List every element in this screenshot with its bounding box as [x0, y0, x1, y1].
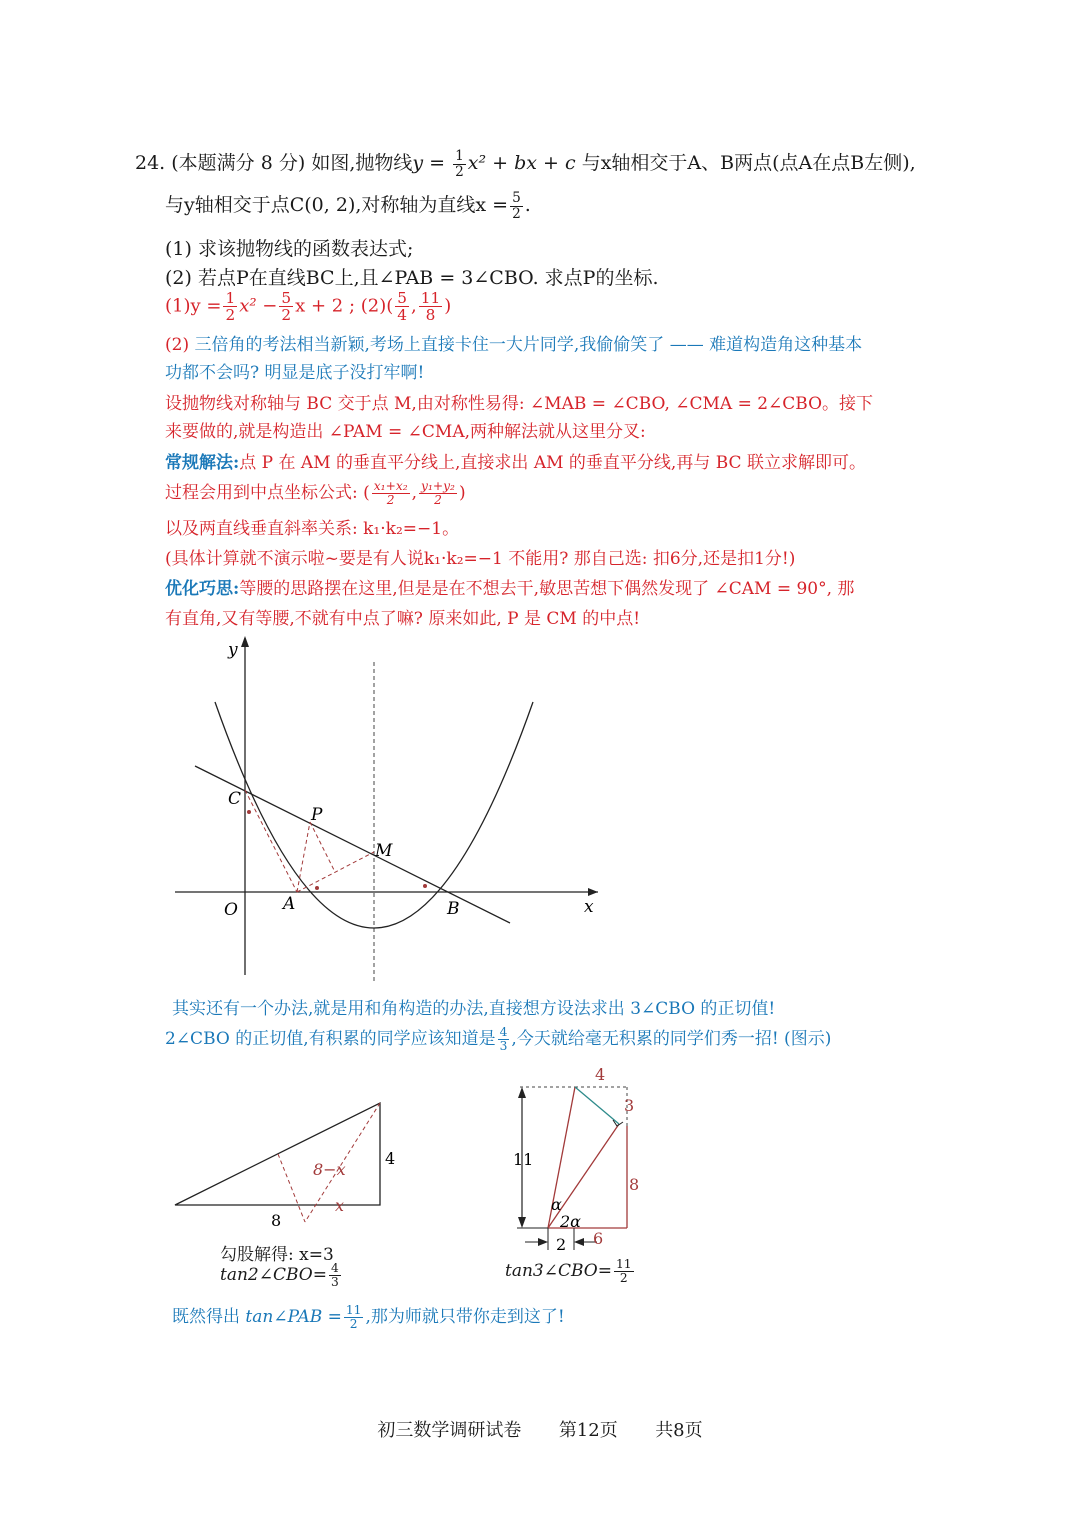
problem-frac: $\frac{1}{2}$ [455, 148, 464, 180]
answer-mid: x² − [239, 295, 278, 317]
problem-stem-a: 如图,抛物线 [311, 152, 413, 174]
problem-eq-eq: = [423, 152, 452, 174]
closing-pre: 既然得出 [172, 1307, 240, 1327]
tri1-label-8mx: 8−x [313, 1160, 346, 1179]
x-axis-arrow-icon [588, 888, 598, 896]
tri1-dashed-perp [278, 1154, 305, 1222]
commentary-1-blue: 三倍角的考法相当新颖,考场上直接卡住一大片同学,我偷偷笑了 —— 难道构造角这种基本 [194, 335, 863, 355]
tri2-label-11: 11 [513, 1150, 534, 1169]
problem-stem-b: 与x轴相交于A、B两点(点A在点B左侧), [581, 152, 916, 174]
commentary-5-label: 常规解法: [165, 453, 240, 473]
tri1-label-8: 8 [271, 1211, 282, 1230]
label-p: P [311, 805, 323, 825]
tri1-caption-2-frac: $\frac{4}{3}$ [330, 1261, 339, 1289]
answer-pre: (1)y = [165, 295, 222, 317]
problem-eq-rest: x² + bx + c [467, 152, 576, 174]
answer-close: ) [444, 295, 452, 317]
commentary-6 [165, 478, 466, 507]
commentary-7: 以及两直线垂直斜率关系: k₁·k₂=−1。 [165, 519, 460, 539]
answer-frac-4: $\frac{11}{8}$ [420, 289, 441, 325]
tri2-label-3: 3 [624, 1096, 635, 1115]
commentary-5 [165, 448, 866, 473]
commentary-6-close: ) [458, 483, 466, 503]
more-2 [165, 1024, 831, 1053]
commentary-5-text: 点 P 在 AM 的垂直平分线上,直接求出 AM 的垂直平分线,再与 BC 联立求解即可。 [239, 453, 866, 473]
footer [0, 1416, 1080, 1442]
y-axis-arrow-icon [241, 636, 249, 647]
tri2-label-2alpha: 2α [560, 1212, 581, 1231]
commentary-10: 有直角,又有等腰,不就有中点了嘛? 原来如此, P 是 CM 的中点! [165, 609, 641, 629]
commentary-2: 功都不会吗? 明显是底子没打牢啊! [165, 363, 425, 383]
label-b: B [447, 899, 460, 919]
more-2-post: ,今天就给毫无积累的同学们秀一招! (图示) [511, 1029, 832, 1049]
tri2-label-2: 2 [556, 1235, 567, 1254]
seg-ap [297, 822, 310, 892]
marker-dot-2 [315, 886, 319, 890]
problem-number: 24. [135, 152, 166, 174]
tri1-caption-2 [220, 1262, 343, 1289]
commentary-1-red: (2) [165, 335, 190, 355]
tri1-caption-1: 勾股解得: x=3 [220, 1245, 334, 1265]
tri2-caption [505, 1258, 636, 1285]
footer-page: 第12页 [558, 1420, 618, 1441]
seg-am [297, 852, 374, 892]
commentary-8: (具体计算就不演示啦~要是有人说k₁·k₂=−1 不能用? 那自己选: 扣6分,还是扣1分!) [165, 549, 796, 569]
commentary-1 [165, 330, 862, 355]
tri1-caption-2-pre: tan2∠CBO= [220, 1264, 327, 1285]
problem-points: (本题满分 8 分) [171, 152, 306, 174]
problem-line-2 [165, 190, 531, 221]
triangle-1-diagram [165, 1090, 405, 1240]
commentary-3: 设抛物线对称轴与 BC 交于点 M,由对称性易得: ∠MAB = ∠CBO, ∠CMA = 2∠CBO。接下 [165, 394, 874, 414]
closing-eq: tan∠PAB = [245, 1307, 342, 1327]
footer-title: 初三数学调研试卷 [377, 1420, 522, 1441]
answer-post: x + 2 ; (2)( [295, 295, 394, 317]
tri2-arrow-6-icon [574, 1238, 584, 1246]
problem-line2-end: . [524, 194, 531, 216]
answer-comma: , [411, 295, 417, 317]
seg-ca [245, 790, 297, 892]
label-x: x [584, 897, 594, 917]
more-2-pre: 2∠CBO 的正切值,有积累的同学应该知道是 [165, 1029, 496, 1049]
problem-sub1: (1) 求该抛物线的函数表达式; [165, 238, 414, 260]
label-y: y [228, 640, 238, 660]
problem-sub2: (2) 若点P在直线BC上,且∠PAB = 3∠CBO. 求点P的坐标. [165, 267, 659, 289]
tri2-arrow-2-icon [538, 1238, 548, 1246]
tri2-label-6: 6 [593, 1229, 604, 1248]
line-bc [195, 766, 510, 923]
commentary-6-comma: , [411, 483, 418, 503]
answer-frac-2: $\frac{5}{2}$ [281, 289, 292, 325]
closing-post: ,那为师就只带你走到这了! [365, 1307, 565, 1327]
commentary-9-text: 等腰的思路摆在这里,但是是在不想去干,敏思苦想下偶然发现了 ∠CAM = 90°, 那 [239, 579, 855, 599]
commentary-6-pre: 过程会用到中点坐标公式: ( [165, 483, 370, 503]
tri2-label-4: 4 [595, 1065, 606, 1084]
commentary-6-frac-1: $\frac{\text{x₁+x₂}}{2}$ [373, 479, 408, 507]
closing-frac: $\frac{11}{2}$ [345, 1303, 362, 1331]
problem-eq-y: y [412, 152, 424, 174]
label-o: O [224, 900, 238, 920]
commentary-4: 来要做的,就是构造出 ∠PAM = ∠CMA,两种解法就从这里分叉: [165, 422, 646, 442]
parabola-graph [160, 630, 620, 985]
more-2-frac: $\frac{4}{3}$ [499, 1025, 508, 1053]
tri1-label-4: 4 [385, 1149, 396, 1168]
more-1: 其实还有一个办法,就是用和角构造的办法,直接想方设法求出 3∠CBO 的正切值! [172, 999, 776, 1019]
triangle-1 [175, 1103, 380, 1205]
label-m: M [375, 841, 393, 861]
problem-line2-a: 与y轴相交于点C(0, 2),对称轴为直线x = [165, 194, 509, 216]
tri2-label-alpha: α [551, 1195, 562, 1214]
label-c: C [228, 789, 242, 809]
tri2-label-8: 8 [629, 1175, 640, 1194]
tri2-dim-11-arrow-down-icon [518, 1217, 526, 1228]
problem-line-1 [135, 148, 916, 179]
tri2-dim-11-arrow-up-icon [518, 1087, 526, 1098]
tri2-caption-frac: $\frac{11}{2}$ [615, 1257, 632, 1285]
answer-frac-3: $\frac{5}{4}$ [397, 289, 408, 325]
closing-line [172, 1302, 565, 1331]
label-a: A [283, 894, 296, 914]
problem-line2-frac: $\frac{5}{2}$ [512, 190, 521, 222]
answer-frac-1: $\frac{1}{2}$ [225, 289, 236, 325]
commentary-6-frac-2: $\frac{\text{y₁+y₂}}{2}$ [421, 479, 455, 507]
footer-total: 共8页 [655, 1420, 703, 1441]
triangle-2-diagram [505, 1062, 655, 1262]
commentary-9-label: 优化巧思: [165, 579, 240, 599]
tri2-caption-pre: tan3∠CBO= [505, 1260, 612, 1281]
tri2-teal-seg [575, 1087, 619, 1124]
marker-dot-1 [247, 810, 251, 814]
answer-line [165, 290, 451, 323]
marker-dot-3 [423, 884, 427, 888]
commentary-9 [165, 574, 854, 599]
tri1-label-x: x [335, 1196, 345, 1215]
